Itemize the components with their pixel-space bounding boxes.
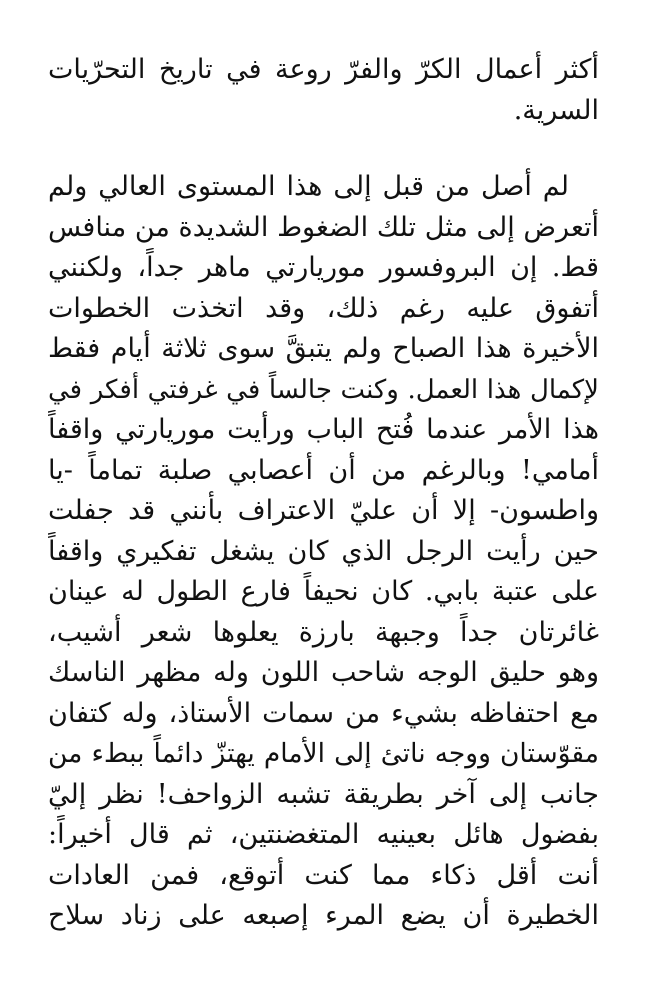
text-line: أكثر أعمال الكرّ والفرّ روعة في تاريخ التحرّيات <box>48 54 599 85</box>
text-line: أتعرض إلى مثل تلك الضغوط الشديدة من منافس <box>48 211 599 243</box>
text-line: قط. إن البروفسور موريارتي ماهر جداً، ولكنني <box>48 252 599 283</box>
text-line: جانب إلى آخر بطريقة تشبه الزواحف! نظر إليّ <box>48 778 599 810</box>
text-line: واطسون- إلا أن عليّ الاعتراف بأنني قد جفلت <box>48 495 599 526</box>
text-line: بفضول هائل بعينيه المتغضنتين، ثم قال أخيراً: <box>48 819 599 850</box>
text-line: الخطيرة أن يضع المرء إصبعه على زناد سلاح <box>48 900 599 931</box>
text-line: لإكمال هذا العمل. وكنت جالساً في غرفتي أفكر في <box>48 374 599 405</box>
text-line: الأخيرة هذا الصباح ولم يتبقَّ سوى ثلاثة أيام فقط <box>48 333 599 364</box>
text-line: أتفوق عليه رغم ذلك، وقد اتخذت الخطوات <box>48 292 599 324</box>
paragraph-2 <box>48 167 599 937</box>
text-line: حين رأيت الرجل الذي كان يشغل تفكيري واقفاً <box>48 535 599 567</box>
paragraph-gap <box>48 131 599 167</box>
text-line: لم أصل من قبل إلى هذا المستوى العالي ولم <box>48 171 569 202</box>
text-line: السرية. <box>513 94 599 126</box>
text-line: أمامي! وبالرغم من أن أعصابي صلبة تماماً -يا <box>48 454 599 486</box>
text-line: مع احتفاظه بشيء من سمات الأستاذ، وله كتفان <box>48 697 599 729</box>
text-line: وهو حليق الوجه شاحب اللون وله مظهر الناسك <box>48 657 599 688</box>
text-line: غائرتان جداً وجبهة بارزة يعلوها شعر أشيب، <box>48 616 599 648</box>
text-line: مقوّستان ووجه ناتئ إلى الأمام يهتزّ دائماً ببطء من <box>48 738 599 769</box>
text-line: هذا الأمر عندما فُتح الباب ورأيت موريارتي واقفاً <box>48 414 599 445</box>
text-line: أنت أقل ذكاء مما كنت أتوقع، فمن العادات <box>48 859 599 891</box>
paragraph-1 <box>48 50 599 131</box>
text-line: على عتبة بابي. كان نحيفاً فارع الطول له عينان <box>48 576 599 607</box>
